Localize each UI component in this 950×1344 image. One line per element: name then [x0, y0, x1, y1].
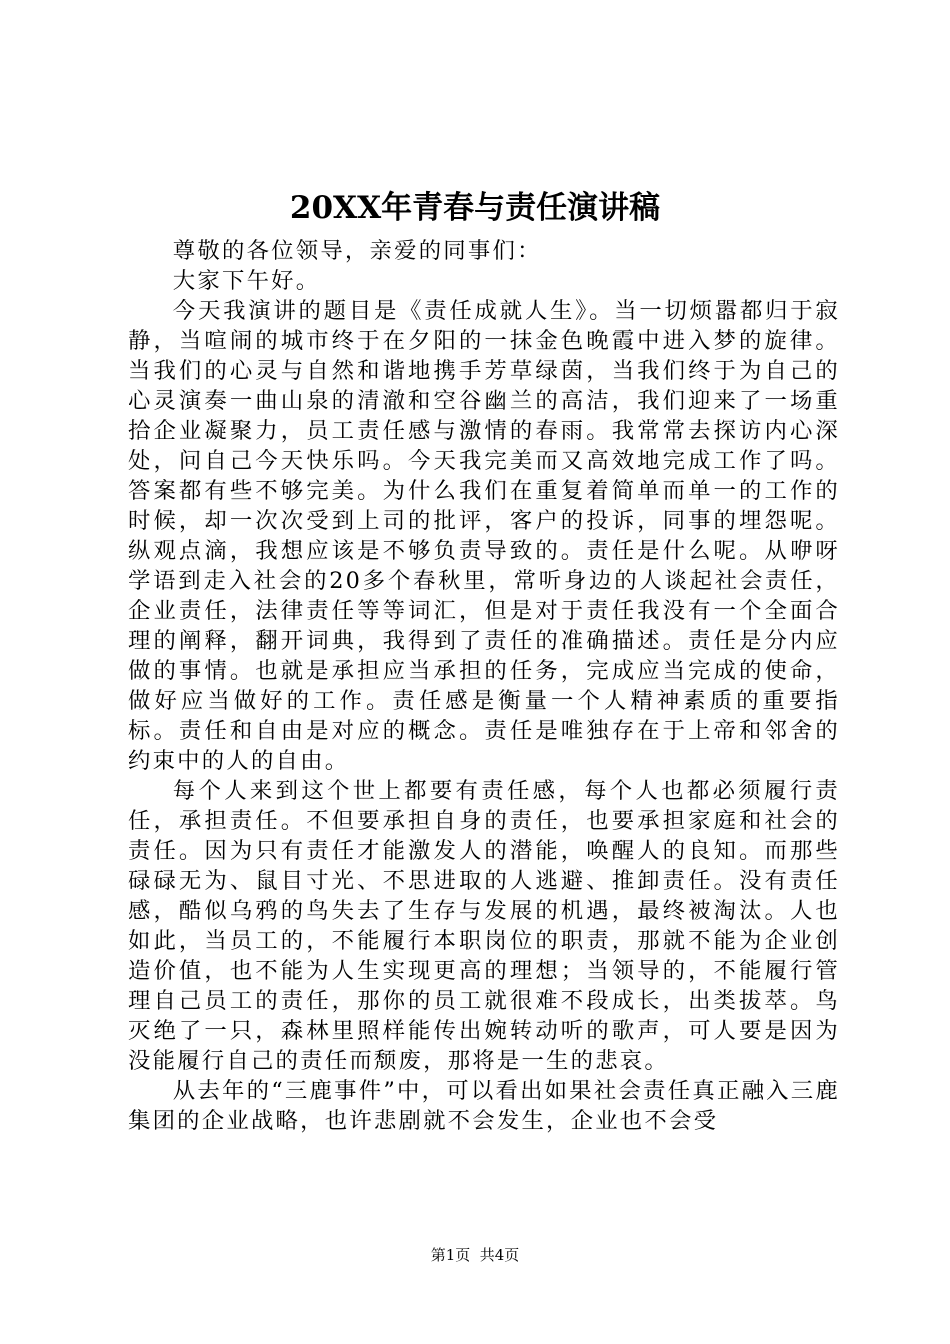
document-title: 20XX年青春与责任演讲稿 [289, 190, 661, 226]
body-paragraph: 今天我演讲的题目是《责任成就人生》。当一切烦嚣都归于寂静，当喧闹的城市终于在夕阳的一抹金色晚霞中进入梦的旋律。当我们的心灵与自然和谐地携手芳草绿茵，当我们终于为自己的心灵演奏一曲山泉的清澈和空谷幽兰的高洁，我们迎来了一场重拾企业凝聚力，员工责任感与激情的春雨。我常常去探访内心深处，问自己今天快乐吗。今天我完美而又高效地完成工作了吗。答案都有些不够完美。为什么我们在重复着简单而单一的工作的时候，却一次次受到上司的批评，客户的投诉，同事的埋怨呢。纵观点滴，我想应该是不够负责导致的。责任是什么呢。从咿呀学语到走入社会的20多个春秋里，常听身边的人谈起社会责任，企业责任，法律责任等等词汇，但是对于责任我没有一个全面合理的阐释，翻开词典，我得到了责任的准确描述。责任是分内应做的事情。也就是承担应当承担的任务，完成应当完成的使命，做好应当做好的工作。责任感是衡量一个人精神素质的重要指标。责任和自由是对应的概念。责任是唯独存在于上帝和邻舍的约束中的人的自由。 [128, 298, 840, 774]
greeting: 大家下午好。 [172, 268, 321, 294]
document-body [128, 236, 840, 1136]
body-paragraph: 每个人来到这个世上都要有责任感，每个人也都必须履行责任，承担责任。不但要承担自身的责任，也要承担家庭和社会的责任。因为只有责任才能激发人的潜能，唤醒人的良知。而那些碌碌无为、鼠目寸光、不思进取的人逃避、推卸责任。没有责任感，酷似乌鸦的鸟失去了生存与发展的机遇，最终被淘汰。人也如此，当员工的，不能履行本职岗位的职责，那就不能为企业创造价值，也不能为人生实现更高的理想；当领导的，不能履行管理自己员工的责任，那你的员工就很难不段成长，出类拔萃。鸟灭绝了一只，森林里照样能传出婉转动听的歌声，可人要是因为没能履行自己的责任而颓废，那将是一生的悲哀。 [128, 778, 840, 1074]
body-paragraph: 从去年的“三鹿事件”中，可以看出如果社会责任真正融入三鹿集团的企业战略，也许悲剧就不会发生，企业也不会受 [128, 1078, 840, 1134]
salutation: 尊敬的各位领导，亲爱的同事们： [172, 238, 542, 264]
page-number: 第1页 共4页 [430, 1246, 520, 1264]
